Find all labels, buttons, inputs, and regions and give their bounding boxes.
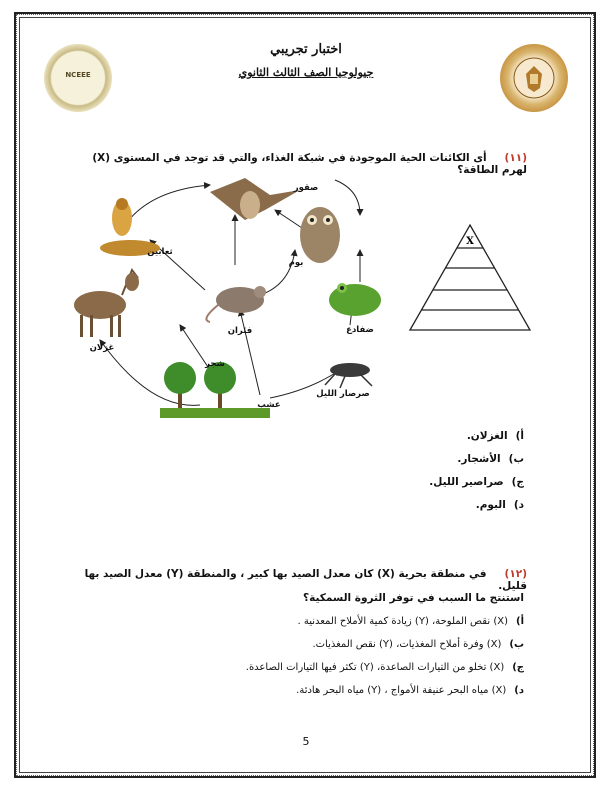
option-text: الأشجار. xyxy=(457,453,501,465)
q12-option-b[interactable] xyxy=(312,639,524,650)
pyramid-level-x-label: X xyxy=(466,236,474,247)
q11-option-c[interactable] xyxy=(429,476,524,488)
question-12-text: في منطقة بحرية (X) كان معدل الصيد بها كبير ، والمنطقة (Y) معدل الصيد بها قليل. xyxy=(84,568,527,592)
option-letter: أ) xyxy=(516,616,524,627)
option-text: صراصير الليل. xyxy=(429,476,504,488)
label-deer: غزلان xyxy=(89,343,115,353)
label-owls: بوم xyxy=(288,258,304,268)
mouse-image xyxy=(206,286,266,322)
label-trees: شجر xyxy=(205,359,225,369)
q12-option-c[interactable] xyxy=(246,662,524,673)
option-text: الغزلان. xyxy=(466,430,508,442)
option-text: (X) تخلو من التيارات الصاعدة، (Y) تكثر فيها التيارات الصاعدة. xyxy=(245,662,505,673)
option-letter: أ) xyxy=(515,430,524,442)
option-text: (X) نقص الملوحة، (Y) زيادة كمية الأملاح المعدنية . xyxy=(297,616,508,627)
nceee-logo xyxy=(44,44,112,112)
question-12-number: (١٢) xyxy=(504,568,527,580)
option-letter: ب) xyxy=(508,453,524,465)
option-letter: ج) xyxy=(512,662,524,673)
option-text: البوم. xyxy=(475,499,506,511)
label-mice: فئران xyxy=(227,326,253,336)
question-11-number: (١١) xyxy=(504,152,527,164)
falcon-image xyxy=(210,178,300,220)
question-12-header xyxy=(77,568,527,592)
owl-image xyxy=(300,207,340,263)
q12-option-a[interactable] xyxy=(297,616,524,627)
exam-title: اختبار تجريبي xyxy=(270,42,342,57)
label-frogs: ضفادع xyxy=(346,325,374,335)
eagle-emblem-icon xyxy=(500,44,568,112)
question-11-text: أى الكائنات الحية الموجودة في شبكة الغذاء، والتي قد توجد في المستوى (X) لهرم الطاقة؟ xyxy=(92,152,527,176)
question-12-prompt: استنتج ما السبب في توفر الثروة السمكية؟ xyxy=(303,592,524,604)
q11-option-d[interactable] xyxy=(476,499,524,511)
option-text: (X) وفرة أملاح المغذيات، (Y) نقص المغذيات. xyxy=(312,639,502,650)
option-letter: ج) xyxy=(511,476,524,488)
option-letter: ب) xyxy=(509,639,524,650)
logo-text: NCEEE xyxy=(65,71,91,79)
food-web-diagram xyxy=(60,170,540,420)
trees-grass-image xyxy=(160,362,270,418)
option-letter: د) xyxy=(513,499,524,511)
option-letter: د) xyxy=(514,685,524,696)
page-number: 5 xyxy=(302,735,310,748)
q11-option-b[interactable] xyxy=(457,453,524,465)
label-snakes: ثعابين xyxy=(147,247,173,257)
q11-option-a[interactable] xyxy=(467,430,524,442)
q12-option-d[interactable] xyxy=(296,685,524,696)
label-crickets: صرصار الليل xyxy=(316,389,370,399)
option-text: (X) مياه البحر عنيفة الأمواج ، (Y) مياه البحر هادئة. xyxy=(296,685,507,696)
frog-image xyxy=(329,283,381,316)
deer-image xyxy=(74,270,139,337)
label-grass: عشب xyxy=(257,400,281,410)
ministry-seal-logo xyxy=(500,44,568,112)
label-falcons: صقور xyxy=(293,183,319,193)
exam-subtitle: جيولوجيا الصف الثالث الثانوي xyxy=(238,66,374,79)
